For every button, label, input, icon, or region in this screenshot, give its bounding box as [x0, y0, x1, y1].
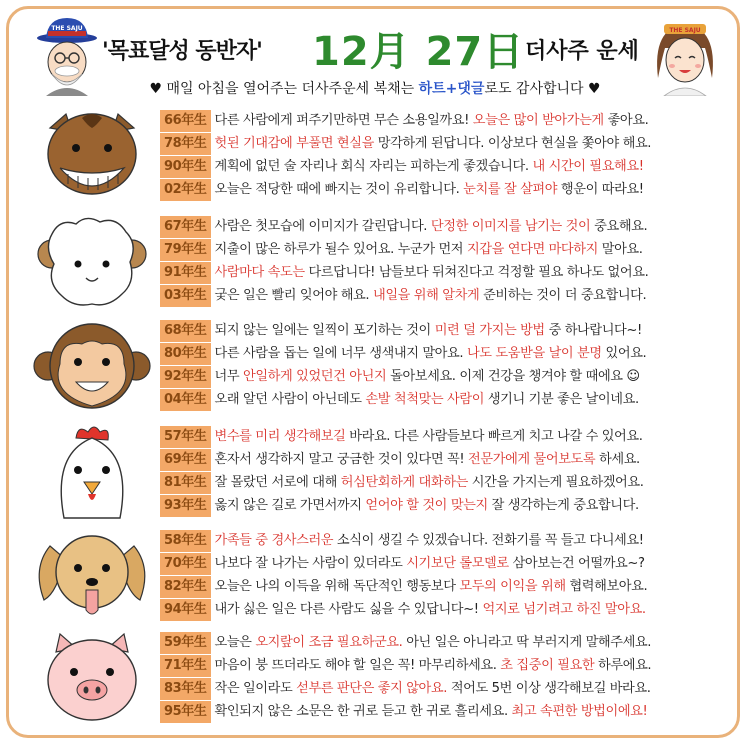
year-badge: 67年生	[160, 216, 211, 238]
fortune-row	[160, 366, 640, 388]
year-badge: 02年生	[160, 179, 211, 201]
year-badge: 80年生	[160, 343, 211, 365]
row-highlight: 변수를 미리 생각해보길	[214, 429, 346, 444]
year-badge: 94年生	[160, 599, 211, 621]
fortune-row	[160, 553, 645, 575]
year-badge: 58年生	[160, 530, 211, 552]
fortune-row	[160, 216, 647, 238]
group-rooster	[14, 420, 736, 524]
row-highlight: 헛된 기대감에 부풀면 현실을	[214, 136, 374, 151]
row-highlight: 오늘은 많이 받아가는게	[472, 113, 604, 128]
row-text: 오늘은	[214, 635, 256, 650]
row-highlight: 내 시간이 필요해요!	[532, 159, 644, 174]
fortune-row	[160, 262, 648, 284]
svg-text:THE SAJU: THE SAJU	[669, 27, 701, 34]
group-pig	[14, 626, 736, 730]
fortune-row	[160, 701, 647, 723]
row-text-end: 소식이 생길 수 있겠습니다. 전화기를 꼭 들고 다니세요!	[333, 533, 644, 548]
year-badge: 93年生	[160, 495, 211, 517]
fortune-row	[160, 472, 644, 494]
row-highlight: 얻어야 할 것이 맞는지	[365, 498, 488, 513]
year-badge: 90年生	[160, 156, 211, 178]
row-text: 오래 알던 사람이 아닌데도	[214, 392, 366, 407]
row-highlight: 모두의 이익을 위해	[459, 579, 566, 594]
horse-icon	[30, 108, 154, 204]
subtitle-highlight: 하트+댓글	[418, 81, 485, 97]
row-text-end: 잘 생각하는게 중요합니다.	[487, 498, 639, 513]
row-text-end: 돌아보세요. 이제 건강을 챙겨야 할 때에요 ☺	[386, 369, 640, 384]
svg-text:THE SAJU: THE SAJU	[51, 25, 83, 32]
fortune-row	[160, 343, 646, 365]
row-text-end: 적어도 5번 이상 생각해보길 바라요.	[447, 681, 651, 696]
fortune-row	[160, 320, 642, 342]
year-badge: 71年生	[160, 655, 211, 677]
row-highlight: 전문가에게 물어보도록	[468, 452, 596, 467]
rooster-icon	[30, 424, 154, 520]
year-badge: 78年生	[160, 133, 211, 155]
fortune-row	[160, 179, 644, 201]
fortune-row	[160, 678, 651, 700]
row-text-end: 중요해요.	[590, 219, 648, 234]
row-highlight: 사람마다 속도는	[214, 265, 305, 280]
subtitle	[0, 78, 750, 98]
year-badge: 91年生	[160, 262, 211, 284]
row-highlight: 오지랖이 조금 필요하군요.	[255, 635, 403, 650]
date-heading: 12月 27日	[312, 29, 525, 75]
row-highlight: 눈치를 잘 살펴야	[463, 182, 558, 197]
row-highlight: 섣부른 판단은 좋지 않아요.	[296, 681, 448, 696]
subtitle-text: ♥ 매일 아침을 열어주는 더사주운세 복채는	[149, 81, 419, 97]
year-badge: 70年生	[160, 553, 211, 575]
year-badge: 68年生	[160, 320, 211, 342]
fortune-row	[160, 655, 651, 677]
row-text-end: 하세요.	[595, 452, 640, 467]
year-badge: 82年生	[160, 576, 211, 598]
year-badge: 03年生	[160, 285, 211, 307]
header	[0, 0, 750, 100]
row-text-end: 행운이 따라요!	[557, 182, 644, 197]
row-highlight: 억지로 넘기려고 하진 말아요.	[482, 602, 646, 617]
row-text: 지출이 많은 하루가 될수 있어요. 누군가 먼저	[214, 242, 467, 257]
year-badge: 95年生	[160, 701, 211, 723]
group-sheep	[14, 210, 736, 314]
row-text: 되지 않는 일에는 일찍이 포기하는 것이	[214, 323, 435, 338]
row-highlight: 가족들 중 경사스러운	[214, 533, 334, 548]
row-text: 오늘은 적당한 때에 빠지는 것이 유리합니다.	[214, 182, 464, 197]
year-badge: 69年生	[160, 449, 211, 471]
row-highlight: 초 집중이 필요한	[500, 658, 595, 673]
monkey-icon	[30, 318, 154, 414]
row-text-end: 다르답니다! 남들보다 뒤쳐진다고 걱정할 필요 하나도 없어요.	[304, 265, 649, 280]
subtitle-text-end: 로도 감사합니다 ♥	[484, 81, 601, 97]
sheep-icon	[30, 214, 154, 310]
fortune-row	[160, 599, 646, 621]
fortune-row	[160, 110, 648, 132]
row-text: 너무	[214, 369, 243, 384]
row-text-end: 망각하게 된답니다. 이상보다 현실을 쫓아야 해요.	[373, 136, 652, 151]
row-text-end: 시간을 가지는게 필요하겠어요.	[467, 475, 644, 490]
row-text-end: 생기니 기분 좋은 날이네요.	[484, 392, 639, 407]
year-badge: 83年生	[160, 678, 211, 700]
row-text: 확인되지 않은 소문은 한 귀로 듣고 한 귀로 흘리세요.	[214, 704, 512, 719]
row-text: 잘 몰랐던 서로에 대해	[214, 475, 341, 490]
row-text-end: 준비하는 것이 더 중요합니다.	[479, 288, 647, 303]
dog-icon	[30, 528, 154, 624]
row-highlight: 지갑을 연다면 마다하지	[466, 242, 598, 257]
row-highlight: 손발 척척맞는 사람이	[365, 392, 485, 407]
row-text: 다른 사람을 돕는 일에 너무 생색내지 말아요.	[214, 346, 467, 361]
fortune-row	[160, 239, 643, 261]
row-highlight: 안일하게 있었던건 아닌지	[242, 369, 387, 384]
group-dog	[14, 524, 736, 628]
row-text: 내가 싫은 일은 다른 사람도 싫을 수 있답니다~!	[214, 602, 483, 617]
row-text-end: 하루에요.	[594, 658, 652, 673]
row-text: 오늘은 나의 이득을 위해 독단적인 행동보다	[214, 579, 460, 594]
row-text-end: 좋아요.	[603, 113, 649, 128]
row-text-end: 중 하나랍니다~!	[544, 323, 642, 338]
fortune-row	[160, 426, 643, 448]
row-text: 나보다 잘 나가는 사람이 있더라도	[214, 556, 407, 571]
fortune-row	[160, 632, 651, 654]
row-text: 작은 일이라도	[214, 681, 297, 696]
fortune-row	[160, 449, 640, 471]
group-monkey	[14, 314, 736, 418]
row-text: 사람은 첫모습에 이미지가 갈린답니다.	[214, 219, 431, 234]
row-highlight: 나도 도움받을 날이 분명	[466, 346, 602, 361]
row-text: 마음이 붕 뜨더라도 해야 할 일은 꼭! 마무리하세요.	[214, 658, 501, 673]
title-left: '목표달성 동반자'	[102, 39, 262, 64]
row-text: 궂은 일은 빨리 잊어야 해요.	[214, 288, 373, 303]
year-badge: 66年生	[160, 110, 211, 132]
row-text: 다른 사람에게 퍼주기만하면 무슨 소용일까요!	[214, 113, 473, 128]
fortune-row	[160, 530, 644, 552]
row-highlight: 최고 속편한 방법이에요!	[511, 704, 648, 719]
pig-icon	[30, 630, 154, 726]
fortune-row	[160, 389, 639, 411]
fortune-row	[160, 285, 646, 307]
row-text-end: 있어요.	[601, 346, 647, 361]
fortune-row	[160, 156, 644, 178]
row-text-end: 바라요. 다른 사람들보다 빠르게 치고 나갈 수 있어요.	[345, 429, 643, 444]
fortune-row	[160, 133, 651, 155]
row-highlight: 단정한 이미지를 남기는 것이	[430, 219, 591, 234]
group-horse	[14, 104, 736, 208]
row-text-end: 아닌 일은 아니라고 딱 부러지게 말해주세요.	[402, 635, 652, 650]
year-badge: 59年生	[160, 632, 211, 654]
row-text-end: 말아요.	[597, 242, 643, 257]
year-badge: 04年生	[160, 389, 211, 411]
title-right: 더사주 운세	[525, 39, 639, 64]
fortune-row	[160, 495, 639, 517]
row-highlight: 시기보단 롤모델로	[406, 556, 509, 571]
row-text-end: 협력해보아요.	[565, 579, 648, 594]
row-text: 혼자서 생각하지 말고 궁금한 것이 있다면 꼭!	[214, 452, 469, 467]
row-text-end: 삼아보는건 어떨까요~?	[508, 556, 645, 571]
year-badge: 79年生	[160, 239, 211, 261]
row-text: 옳지 않은 길로 가면서까지	[214, 498, 366, 513]
row-highlight: 미련 덜 가지는 방법	[434, 323, 545, 338]
year-badge: 81年生	[160, 472, 211, 494]
year-badge: 92年生	[160, 366, 211, 388]
row-highlight: 내일을 위해 알차게	[372, 288, 480, 303]
fortune-row	[160, 576, 647, 598]
year-badge: 57年生	[160, 426, 211, 448]
row-text: 계획에 없던 술 자리나 회식 자리는 피하는게 좋겠습니다.	[214, 159, 533, 174]
row-highlight: 허심탄회하게 대화하는	[340, 475, 468, 490]
